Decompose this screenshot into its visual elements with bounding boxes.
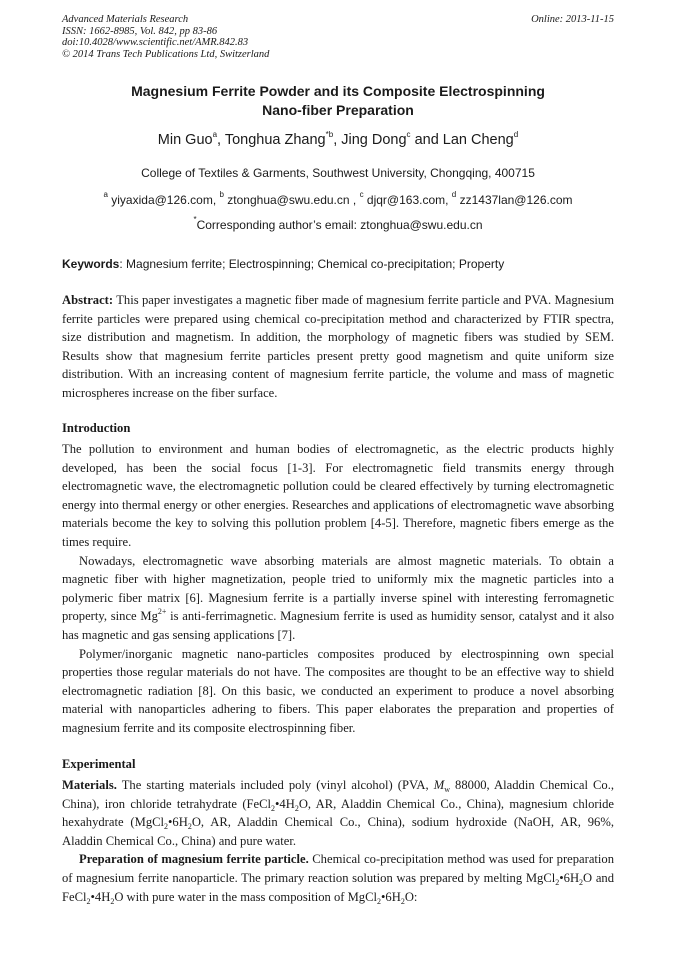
section-heading-introduction: Introduction: [62, 421, 131, 435]
corresponding-mark: *: [193, 215, 197, 224]
corresponding-text: Corresponding author’s email: ztonghua@swu.edu.cn: [196, 218, 483, 232]
subscript: 2: [294, 803, 299, 813]
keywords: [62, 257, 614, 272]
preparation-text: O with pure water in the mass composition of MgCl: [114, 889, 377, 904]
doi-line[interactable]: doi:10.4028/www.scientific.net/AMR.842.83: [62, 37, 249, 48]
email-mark: d: [451, 190, 457, 199]
email-address[interactable]: ztonghua@swu.edu.cn ,: [227, 193, 360, 207]
materials-label: Materials.: [62, 778, 117, 792]
abstract-text: This paper investigates a magnetic fiber made of magnesium ferrite particle and PVA. Magnesium ferrite particles were prepared using chemical co-precipitation method and characterized by FTIR spectra, size distribution and magnetism. In addition, the morphology of magnetic fibers was studied by SEM. Results show that magnesium ferrite particles present pretty good magnetism and quite uniform size distribution. With an increasing content of magnesium ferrite particle, the volume and mass of magnetic microspheres increase on the fiber surface.: [62, 293, 614, 400]
preparation-paragraph: [62, 850, 614, 906]
section-heading-experimental: Experimental: [62, 757, 136, 771]
author-affil-mark: d: [513, 130, 519, 139]
keywords-label: Keywords: [62, 257, 120, 271]
author-affil-mark: a: [212, 130, 218, 139]
subscript: 2: [555, 877, 560, 887]
subscript: 2: [271, 803, 276, 813]
preparation-text: Chemical co-precipitation method was used for preparation of magnesium ferrite nanoparticle. The primary reaction solution was prepared by melting MgCl: [62, 852, 615, 885]
subscript: w: [444, 785, 450, 794]
title-line-2: Nano-fiber Preparation: [262, 102, 414, 118]
keywords-text: : Magnesium ferrite; Electrospinning; Chemical co-precipitation; Property: [119, 257, 505, 271]
subscript: 2: [164, 822, 169, 832]
email-address[interactable]: yiyaxida@126.com,: [111, 193, 220, 207]
abstract: [62, 291, 614, 403]
journal-name: Advanced Materials Research: [62, 14, 189, 25]
materials-text: O, AR, Aladdin Chemical Co., China), magnesium chloride hexahydrate (MgCl: [62, 796, 615, 830]
materials-text: •6H: [168, 815, 188, 830]
paper-title: [62, 82, 614, 120]
preparation-text: •6H: [381, 889, 401, 904]
author-name: Lan Cheng: [442, 132, 514, 148]
experimental-body: [62, 776, 614, 906]
abstract-label: Abstract:: [62, 293, 114, 307]
subscript: 2: [400, 896, 405, 906]
email-mark: c: [359, 190, 364, 199]
subscript: 2: [110, 896, 115, 906]
author-list: [62, 131, 614, 149]
subscript: 2: [377, 896, 381, 906]
intro-paragraph-1: The pollution to environment and human bodies of electromagnetic, as the electric products highly developed, has been the social focus [1-3]. For electromagnetic field transmits energy through electromagnetic wave, the electromagnetic pollution could be cleared effectively by turning electromagnetic energy into thermal energy or other energies. Researches and applications of electromagnetic wave absorbing materials become the key to solving this pollution problem [4-5]. Therefore, magnetic fibers emerge as the times require.: [62, 442, 614, 549]
author-affil-mark: c: [406, 130, 411, 139]
materials-text: The starting materials included poly (vinyl alcohol) (PVA,: [116, 778, 434, 792]
email-mark: a: [103, 190, 108, 199]
author-name: Jing Dong: [341, 132, 407, 148]
email-address[interactable]: zz1437lan@126.com: [459, 193, 573, 207]
molecular-weight-symbol: M: [433, 778, 445, 792]
author-name: Min Guo: [157, 132, 213, 148]
online-date: Online: 2013-11-15: [531, 14, 614, 25]
author-affil-mark: *b: [325, 130, 334, 139]
email-mark: b: [219, 190, 224, 199]
author-separator: ,: [333, 132, 342, 148]
intro-paragraph-3: Polymer/inorganic magnetic nano-particles composites produced by electrospinning own special properties those regular materials do not have. The composites are thought to be an effective way to shield electromagnetic radiation [8]. On this basic, we conducted an experiment to produce a novel absorbing material with nanoparticles adhering to fibers. This paper elaborates the preparation and properties of magnesium ferrite and its composite electrospinning fiber.: [62, 646, 614, 735]
corresponding-author: [62, 215, 614, 233]
preparation-text: •4H: [90, 889, 111, 904]
journal-header: [62, 14, 614, 60]
preparation-text: O and FeCl: [62, 870, 614, 904]
preparation-label: Preparation of magnesium ferrite particle.: [79, 852, 309, 867]
affiliation: College of Textiles & Garments, Southwest University, Chongqing, 400715: [141, 166, 535, 180]
intro-paragraph-2: [62, 552, 614, 645]
materials-text: •4H: [275, 796, 295, 811]
copyright-line: © 2014 Trans Tech Publications Ltd, Switzerland: [62, 48, 270, 60]
subscript: 2: [579, 877, 584, 887]
title-line-1: Magnesium Ferrite Powder and its Composite Electrospinning: [131, 83, 545, 99]
author-emails: [62, 190, 614, 208]
subscript: 2: [187, 822, 192, 832]
introduction-body: [62, 440, 614, 738]
author-separator: ,: [217, 132, 225, 148]
materials-text: 88000, Aladdin Chemical Co., China), iron chloride tetrahydrate (FeCl: [62, 778, 614, 811]
materials-paragraph: [62, 776, 614, 850]
charge-superscript: 2+: [157, 607, 167, 617]
issn-line: ISSN: 1662-8985, Vol. 842, pp 83-86: [62, 25, 218, 37]
intro-paragraph-2-text: is anti-ferrimagnetic. Magnesium ferrite is used as humidity sensor, catalyst and it also has magnetic and gas sensing applications [7].: [62, 609, 614, 642]
intro-paragraph-2-text: Nowadays, electromagnetic wave absorbing materials are almost magnetic materials. To obtain a magnetic fiber with higher magnetization, people tried to uniformly mix the magnetic particles into a polymeric fiber matrix [6]. Magnesium ferrite is a partially inverse spinel with interesting ferromagnetic property, since Mg: [62, 553, 614, 624]
preparation-text: •6H: [559, 870, 580, 885]
author-name: Tonghua Zhang: [224, 132, 326, 148]
email-address[interactable]: djqr@163.com,: [366, 193, 452, 207]
preparation-text: O:: [404, 889, 418, 904]
materials-text: O, AR, Aladdin Chemical Co., China), sodium hydroxide (NaOH, AR, 96%, Aladdin Chemical Co., China) and pure water.: [62, 815, 614, 848]
subscript: 2: [86, 896, 91, 906]
author-separator: and: [410, 132, 443, 148]
